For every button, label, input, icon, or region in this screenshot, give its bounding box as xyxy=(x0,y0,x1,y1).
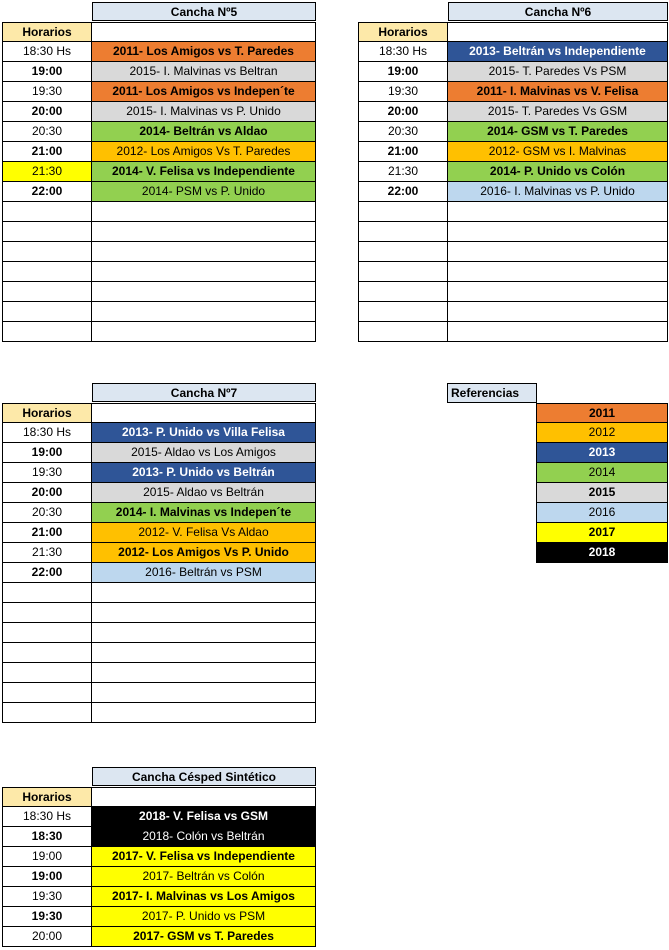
match-cell xyxy=(92,282,316,302)
time-cell: 20:30 xyxy=(2,503,92,523)
match-cell xyxy=(92,242,316,262)
table-row xyxy=(2,683,316,703)
time-cell xyxy=(2,222,92,242)
table-row xyxy=(358,142,668,162)
match-cell: 2014- V. Felisa vs Independiente xyxy=(92,162,316,182)
match-cell: 2015- I. Malvinas vs Beltran xyxy=(92,62,316,82)
match-cell xyxy=(92,703,316,723)
time-cell xyxy=(2,583,92,603)
time-cell xyxy=(2,282,92,302)
match-cell: 2014- I. Malvinas vs Indepen´te xyxy=(92,503,316,523)
match-cell xyxy=(92,663,316,683)
time-cell: 18:30 Hs xyxy=(2,807,92,827)
table-row xyxy=(2,827,316,847)
table-row xyxy=(2,242,316,262)
time-cell: 21:00 xyxy=(2,523,92,543)
match-cell xyxy=(448,282,668,302)
match-cell xyxy=(448,202,668,222)
horarios-label: Horarios xyxy=(358,22,448,42)
table-row xyxy=(358,202,668,222)
match-cell xyxy=(448,262,668,282)
court-title: Cancha Nº6 xyxy=(448,2,668,21)
time-cell: 20:00 xyxy=(2,927,92,947)
time-cell: 20:30 xyxy=(2,122,92,142)
horarios-row xyxy=(2,403,316,423)
match-cell: 2017- P. Unido vs PSM xyxy=(92,907,316,927)
table-row xyxy=(2,142,316,162)
time-cell xyxy=(358,202,448,222)
time-cell xyxy=(358,262,448,282)
court-synthetic-table xyxy=(2,767,316,949)
horarios-row xyxy=(2,787,316,807)
court-6-table xyxy=(358,2,668,344)
table-row xyxy=(2,643,316,663)
match-cell xyxy=(92,623,316,643)
match-cell: 2013- Beltrán vs Independiente xyxy=(448,42,668,62)
court-5-table xyxy=(2,2,316,344)
match-cell: 2011- Los Amigos vs T. Paredes xyxy=(92,42,316,62)
horarios-blank-cell xyxy=(448,22,668,42)
match-cell: 2015- I. Malvinas vs P. Unido xyxy=(92,102,316,122)
table-row xyxy=(358,42,668,62)
time-cell: 21:30 xyxy=(358,162,448,182)
table-row xyxy=(358,222,668,242)
match-cell xyxy=(92,322,316,342)
table-row xyxy=(358,282,668,302)
time-cell: 19:00 xyxy=(2,62,92,82)
match-cell xyxy=(448,322,668,342)
legend-item-2018: 2018 xyxy=(536,543,668,563)
time-cell xyxy=(358,322,448,342)
table-row xyxy=(2,82,316,102)
match-cell xyxy=(92,202,316,222)
time-cell xyxy=(2,262,92,282)
match-cell: 2017- V. Felisa vs Independiente xyxy=(92,847,316,867)
court-title: Cancha Nº7 xyxy=(92,383,316,402)
match-cell xyxy=(448,222,668,242)
legend-title: Referencias xyxy=(447,383,537,403)
time-cell: 19:30 xyxy=(358,82,448,102)
table-row xyxy=(2,927,316,947)
time-cell: 19:30 xyxy=(2,907,92,927)
time-cell: 19:30 xyxy=(2,463,92,483)
match-cell: 2013- P. Unido vs Villa Felisa xyxy=(92,423,316,443)
time-cell xyxy=(2,703,92,723)
time-cell xyxy=(358,242,448,262)
table-row xyxy=(2,202,316,222)
table-row xyxy=(2,523,316,543)
match-cell: 2018- Colón vs Beltrán xyxy=(92,827,316,847)
time-cell: 21:30 xyxy=(2,543,92,563)
table-row xyxy=(2,543,316,563)
time-cell xyxy=(2,643,92,663)
match-cell: 2013- P. Unido vs Beltrán xyxy=(92,463,316,483)
table-row xyxy=(2,563,316,583)
table-row xyxy=(358,182,668,202)
match-cell: 2016- I. Malvinas vs P. Unido xyxy=(448,182,668,202)
match-cell: 2011- Los Amigos vs Indepen´te xyxy=(92,82,316,102)
horarios-label: Horarios xyxy=(2,403,92,423)
time-cell: 19:00 xyxy=(2,443,92,463)
legend-item-2017: 2017 xyxy=(536,523,668,543)
time-cell: 20:00 xyxy=(2,102,92,122)
table-row xyxy=(2,322,316,342)
match-cell xyxy=(92,603,316,623)
match-cell: 2015- Aldao vs Los Amigos xyxy=(92,443,316,463)
match-cell: 2015- T. Paredes Vs PSM xyxy=(448,62,668,82)
legend-item-2012: 2012 xyxy=(536,423,668,443)
table-row xyxy=(2,463,316,483)
time-cell: 21:30 xyxy=(2,162,92,182)
time-cell xyxy=(2,302,92,322)
horarios-blank-cell xyxy=(92,787,316,807)
horarios-label: Horarios xyxy=(2,22,92,42)
time-cell xyxy=(358,282,448,302)
time-cell xyxy=(2,683,92,703)
table-row xyxy=(2,847,316,867)
time-cell: 18:30 Hs xyxy=(2,42,92,62)
table-row xyxy=(358,102,668,122)
table-row xyxy=(358,62,668,82)
table-row xyxy=(2,282,316,302)
table-row xyxy=(358,262,668,282)
table-row xyxy=(2,583,316,603)
match-cell xyxy=(92,262,316,282)
match-cell: 2017- GSM vs T. Paredes xyxy=(92,927,316,947)
time-cell: 20:30 xyxy=(358,122,448,142)
match-cell: 2017- I. Malvinas vs Los Amigos xyxy=(92,887,316,907)
table-row xyxy=(358,242,668,262)
time-cell: 22:00 xyxy=(2,182,92,202)
match-cell xyxy=(92,683,316,703)
table-row xyxy=(2,62,316,82)
table-row xyxy=(358,302,668,322)
table-row xyxy=(2,887,316,907)
match-cell: 2014- P. Unido vs Colón xyxy=(448,162,668,182)
table-row xyxy=(2,222,316,242)
match-cell: 2011- I. Malvinas vs V. Felisa xyxy=(448,82,668,102)
table-row xyxy=(358,162,668,182)
time-cell xyxy=(2,603,92,623)
horarios-blank-cell xyxy=(92,403,316,423)
match-cell: 2012- Los Amigos Vs P. Unido xyxy=(92,543,316,563)
time-cell: 20:00 xyxy=(358,102,448,122)
legend-item-2016: 2016 xyxy=(536,503,668,523)
match-cell xyxy=(92,583,316,603)
match-cell: 2016- Beltrán vs PSM xyxy=(92,563,316,583)
match-cell: 2014- GSM vs T. Paredes xyxy=(448,122,668,142)
legend-item-2013: 2013 xyxy=(536,443,668,463)
match-cell: 2012- V. Felisa Vs Aldao xyxy=(92,523,316,543)
table-row xyxy=(2,703,316,723)
horarios-label: Horarios xyxy=(2,787,92,807)
table-row xyxy=(2,623,316,643)
table-row xyxy=(2,907,316,927)
table-row xyxy=(2,42,316,62)
time-cell xyxy=(2,202,92,222)
table-row xyxy=(2,603,316,623)
time-cell: 22:00 xyxy=(2,563,92,583)
time-cell xyxy=(2,242,92,262)
table-row xyxy=(358,82,668,102)
table-row xyxy=(2,162,316,182)
match-cell: 2018- V. Felisa vs GSM xyxy=(92,807,316,827)
match-cell: 2012- GSM vs I. Malvinas xyxy=(448,142,668,162)
match-cell xyxy=(92,222,316,242)
match-cell: 2014- Beltrán vs Aldao xyxy=(92,122,316,142)
legend-item-2015: 2015 xyxy=(536,483,668,503)
table-row xyxy=(2,102,316,122)
time-cell: 18:30 Hs xyxy=(358,42,448,62)
time-cell xyxy=(358,302,448,322)
match-cell: 2017- Beltrán vs Colón xyxy=(92,867,316,887)
table-row xyxy=(2,867,316,887)
time-cell: 19:00 xyxy=(2,867,92,887)
time-cell: 20:00 xyxy=(2,483,92,503)
table-row xyxy=(358,322,668,342)
table-row xyxy=(2,423,316,443)
match-cell: 2015- Aldao vs Beltrán xyxy=(92,483,316,503)
court-7-table xyxy=(2,383,316,725)
match-cell xyxy=(92,643,316,663)
time-cell xyxy=(2,322,92,342)
match-cell: 2015- T. Paredes Vs GSM xyxy=(448,102,668,122)
table-row xyxy=(2,443,316,463)
table-row xyxy=(2,182,316,202)
table-row xyxy=(2,122,316,142)
time-cell: 18:30 Hs xyxy=(2,423,92,443)
time-cell: 18:30 xyxy=(2,827,92,847)
court-title: Cancha Nº5 xyxy=(92,2,316,21)
table-row xyxy=(2,807,316,827)
table-row xyxy=(2,663,316,683)
time-cell: 22:00 xyxy=(358,182,448,202)
table-row xyxy=(2,503,316,523)
time-cell: 21:00 xyxy=(2,142,92,162)
table-row xyxy=(2,483,316,503)
time-cell: 19:30 xyxy=(2,887,92,907)
legend-item-2014: 2014 xyxy=(536,463,668,483)
horarios-row xyxy=(2,22,316,42)
horarios-blank-cell xyxy=(92,22,316,42)
time-cell xyxy=(2,663,92,683)
match-cell xyxy=(92,302,316,322)
time-cell: 19:00 xyxy=(358,62,448,82)
court-title: Cancha Césped Sintético xyxy=(92,767,316,786)
legend-item-2011: 2011 xyxy=(536,403,668,423)
match-cell xyxy=(448,302,668,322)
horarios-row xyxy=(358,22,668,42)
table-row xyxy=(358,122,668,142)
match-cell: 2014- PSM vs P. Unido xyxy=(92,182,316,202)
table-row xyxy=(2,302,316,322)
time-cell xyxy=(2,623,92,643)
match-cell: 2012- Los Amigos Vs T. Paredes xyxy=(92,142,316,162)
time-cell: 21:00 xyxy=(358,142,448,162)
time-cell: 19:00 xyxy=(2,847,92,867)
time-cell xyxy=(358,222,448,242)
time-cell: 19:30 xyxy=(2,82,92,102)
table-row xyxy=(2,262,316,282)
match-cell xyxy=(448,242,668,262)
